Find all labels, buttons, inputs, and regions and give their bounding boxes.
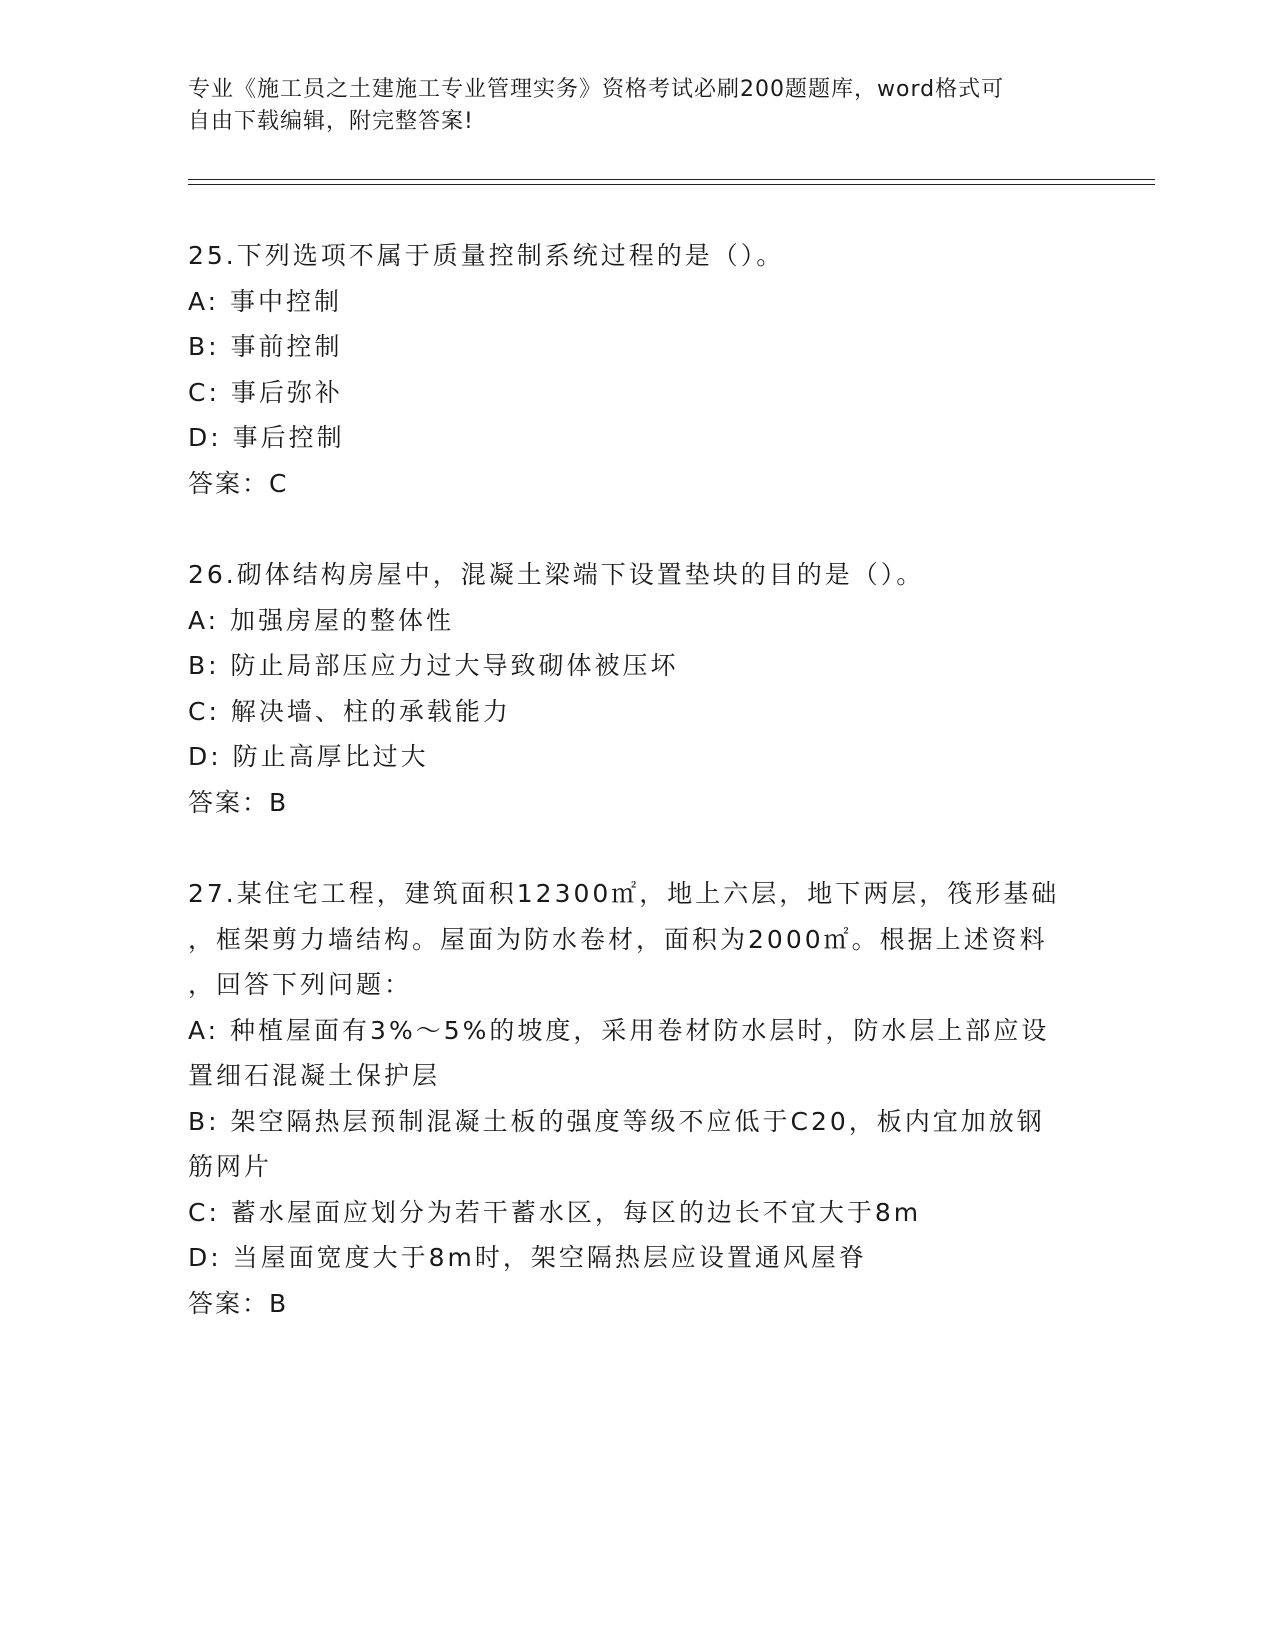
answer-value: B: [269, 787, 287, 817]
option-b: B: 事前控制: [188, 332, 343, 361]
question-stem: 26.砌体结构房屋中，混凝土梁端下设置垫块的目的是（）。: [188, 560, 925, 589]
option-b: B: 防止局部压应力过大导致砌体被压坏: [188, 651, 679, 680]
option-c: C: 蓄水屋面应划分为若干蓄水区，每区的边长不宜大于8m: [188, 1197, 922, 1227]
option-a-line-1: A: 种植屋面有3%～5%的坡度，采用卷材防水层时，防水层上部应设: [188, 1015, 1050, 1045]
option-a: A: 加强房屋的整体性: [188, 605, 455, 635]
option-c: C: 事后弥补: [188, 377, 343, 407]
question-26: [188, 552, 1088, 825]
option-d: D: 当屋面宽度大于8m时，架空隔热层应设置通风屋脊: [188, 1243, 867, 1272]
answer-label: 答案：: [188, 468, 270, 498]
question-stem-line-1: 27.某住宅工程，建筑面积12300㎡，地上六层，地下两层，筏形基础: [188, 879, 1060, 908]
answer-value: C: [269, 468, 287, 498]
answer-value: B: [269, 1288, 287, 1318]
header-divider-bottom: [188, 184, 1155, 185]
question-stem: 25.下列选项不属于质量控制系统过程的是（）。: [188, 241, 785, 270]
option-d: D: 防止高厚比过大: [188, 742, 429, 771]
option-a-line-2: 置细石混凝土保护层: [188, 1061, 441, 1090]
answer-line: [188, 1281, 1088, 1327]
answer-label: 答案：: [188, 787, 270, 817]
option-b-line-1: B: 架空隔热层预制混凝土板的强度等级不应低于C20，板内宜加放钢: [188, 1106, 1045, 1136]
question-27: [188, 871, 1088, 1326]
answer-line: [188, 780, 1088, 826]
question-25: [188, 233, 1088, 506]
header-line-1: 专业《施工员之土建施工专业管理实务》资格考试必刷200题题库，word格式可: [188, 77, 1005, 102]
option-a: A: 事中控制: [188, 286, 343, 316]
option-b-line-2: 筋网片: [188, 1152, 273, 1181]
answer-line: [188, 461, 1088, 507]
option-d: D: 事后控制: [188, 423, 345, 452]
answer-label: 答案：: [188, 1288, 270, 1318]
header-divider-top: [188, 179, 1155, 180]
document-header: [188, 74, 1088, 138]
option-c: C: 解决墙、柱的承载能力: [188, 696, 511, 726]
header-line-2: 自由下载编辑，附完整答案!: [188, 109, 474, 134]
question-stem-line-3: ，回答下列问题：: [188, 970, 413, 999]
question-stem-line-2: ，框架剪力墙结构。屋面为防水卷材，面积为2000㎡。根据上述资料: [188, 924, 1048, 954]
